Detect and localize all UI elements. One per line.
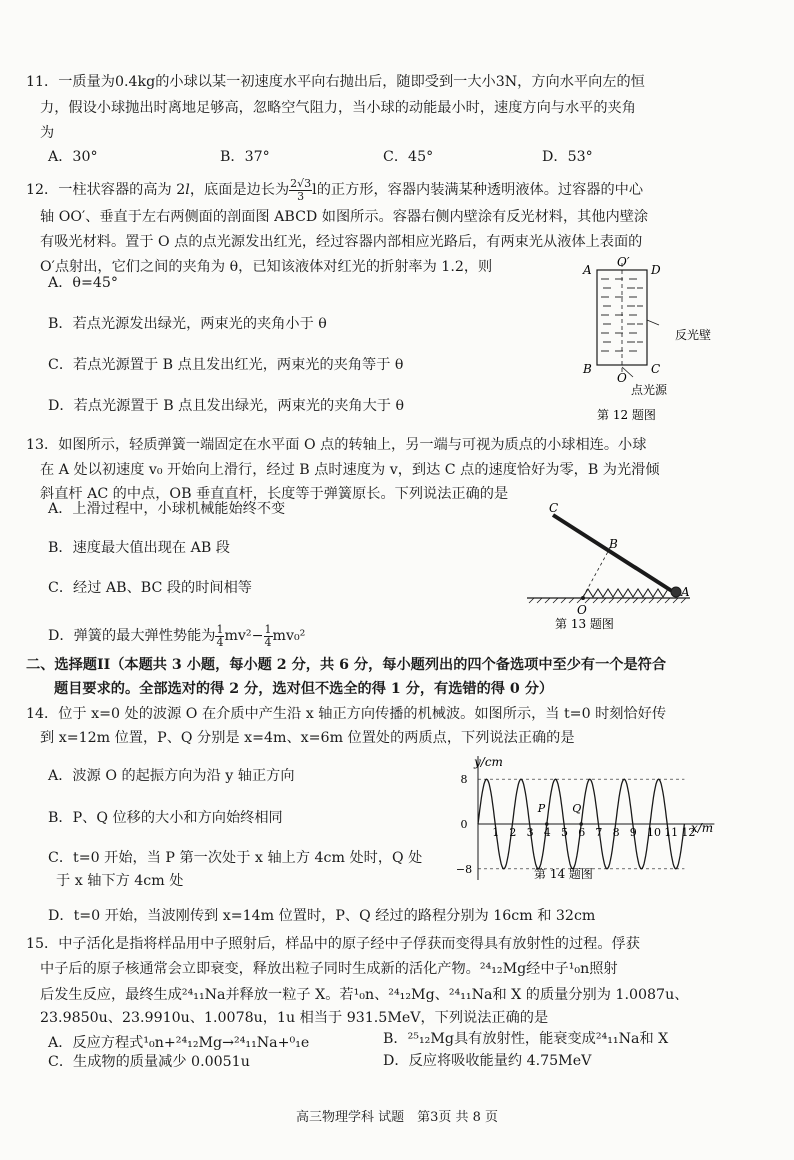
q12-option-d: D．若点光源置于 B 点且发出绿光，两束光的夹角大于 θ — [48, 398, 404, 414]
q13-line3: 斜直杆 AC 的中点，OB 垂直直杆，长度等于弹簧原长。下列说法正确的是 — [40, 486, 509, 502]
q13-option-a: A．上滑过程中，小球机械能始终不变 — [48, 501, 286, 517]
q15-option-a: A．反应方程式¹₀n+²⁴₁₂Mg→²⁴₁₁Na+⁰₁e — [48, 1035, 310, 1051]
label-c: C — [651, 362, 661, 376]
x-tick-label: 3 — [526, 826, 534, 839]
q14-option-a: A．波源 O 的起振方向为沿 y 轴正方向 — [48, 768, 295, 784]
pivot-o — [581, 596, 585, 600]
q13-frac-2 — [264, 624, 273, 648]
q12-line1-c: ，底面是边长为 — [189, 182, 290, 199]
page-footer: 高三物理学科 试题 第3页 共 8 页 — [295, 1110, 499, 1125]
q12-option-c: C．若点光源置于 B 点且发出红光，两束光的夹角等于 θ — [48, 357, 404, 373]
q11-option-c: C．45° — [383, 149, 434, 165]
label-a: A — [583, 263, 592, 277]
wave-caption: 第 14 题图 — [534, 867, 593, 881]
q12-line2: 轴 OO′、垂直于左右两侧面的剖面图 ABCD 如图所示。容器右侧内壁涂有反光材料，其他内壁涂 — [40, 209, 649, 225]
x-tick-label: 11 — [664, 826, 679, 839]
q13-option-d — [48, 624, 305, 648]
ball — [671, 587, 681, 597]
q15-line4: 23.9850u、23.9910u、1.0078u，1u 相当于 931.5MeV，下列说法正确的是 — [40, 1010, 549, 1026]
source-label: 点光源 — [631, 383, 668, 397]
q14-wave-chart — [448, 752, 728, 887]
x-tick-label: 2 — [509, 826, 517, 839]
x-tick-label: 10 — [647, 826, 661, 839]
point-p-label: P — [537, 802, 546, 815]
label-a: A — [681, 585, 690, 599]
q14-option-d: D．t=0 开始，当波刚传到 x=14m 位置时，P、Q 经过的路程分别为 16cm 和 32cm — [48, 908, 596, 924]
q13-frac-1-num: 1 — [216, 623, 224, 636]
q12-option-b: B．若点光源发出绿光，两束光的夹角小于 θ — [48, 316, 327, 332]
q13-caption: 第 13 题图 — [555, 617, 614, 631]
q14-option-b: B．P、Q 位移的大小和方向始终相同 — [48, 810, 283, 826]
q13-option-d-mid2: mv₀² — [272, 628, 306, 645]
wave-ylabel: y/cm — [474, 755, 503, 769]
q12-frac-den: 3 — [297, 189, 305, 203]
section2-line1: 二、选择题II（本题共 3 小题，每小题 2 分，共 6 分，每小题列出的四个备选项中至少有一个是符合 — [26, 657, 667, 673]
q13-figure — [525, 500, 695, 635]
x-tick-label: 9 — [629, 826, 637, 839]
q13-frac-2-den: 4 — [264, 635, 272, 649]
label-oprime: O′ — [617, 255, 630, 269]
x-tick-label: 7 — [595, 826, 603, 839]
q12-caption: 第 12 题图 — [597, 408, 656, 422]
q13-line1: 13．如图所示，轻质弹簧一端固定在水平面 O 点的转轴上，另一端与可视为质点的小球相连。小球 — [26, 437, 647, 453]
q11-option-b: B．37° — [220, 149, 270, 165]
q15-option-b: B．²⁵₁₂Mg具有放射性，能衰变成²⁴₁₁Na和 X — [383, 1031, 669, 1047]
q12-line3: 有吸光材料。置于 O 点的点光源发出红光，经过容器内部相应光路后，有两束光从液体上表面的 — [40, 234, 643, 250]
q12-line1-d: l的正方形，容器内装满某种透明液体。过容器的中心 — [312, 182, 644, 199]
q12-line1 — [26, 178, 643, 202]
q12-figure — [575, 255, 755, 425]
q12-option-a: A．θ=45° — [48, 275, 119, 291]
wall-label: 反光壁 — [675, 328, 712, 342]
q13-frac-1-den: 4 — [216, 635, 224, 649]
label-b: B — [583, 362, 592, 376]
label-c: C — [549, 501, 559, 515]
wall-pointer — [647, 320, 659, 325]
q13-frac-2-num: 1 — [264, 623, 272, 636]
y-tick-label: −8 — [455, 862, 473, 876]
label-d: D — [651, 263, 661, 277]
q14-line2: 到 x=12m 位置，P、Q 分别是 x=4m、x=6m 位置处的两质点，下列说法正确的是 — [40, 730, 575, 746]
q12-line4: O′点射出，它们之间的夹角为 θ，已知该液体对红光的折射率为 1.2，则 — [40, 259, 493, 275]
q15-line3: 后发生反应，最终生成²⁴₁₁Na并释放一粒子 X。若¹₀n、²⁴₁₂Mg、²⁴₁₁Na和 X 的质量分别为 1.0087u、 — [40, 987, 689, 1003]
q13-option-b: B．速度最大值出现在 AB 段 — [48, 540, 230, 556]
wave-xlabel: x/m — [691, 821, 714, 835]
q15-option-d: D．反应将吸收能量约 4.75MeV — [383, 1053, 592, 1069]
point-p — [545, 822, 549, 826]
point-q-label: Q — [572, 802, 582, 815]
x-tick-label: 8 — [612, 826, 620, 839]
ob-dashed-line — [583, 548, 610, 597]
incline-rod — [553, 515, 675, 593]
x-tick-label: 12 — [681, 826, 696, 839]
section2-line2: 题目要求的。全部选对的得 2 分，选对但不选全的得 1 分，有选错的得 0 分） — [54, 681, 554, 697]
q12-fraction — [289, 178, 312, 202]
label-o: O — [577, 603, 587, 617]
q13-option-d-prefix: D．弹簧的最大弹性势能为 — [48, 628, 216, 645]
q14-option-c-cont: 于 x 轴下方 4cm 处 — [56, 873, 184, 889]
y-tick-label: 0 — [460, 818, 468, 831]
label-o: O — [617, 371, 627, 385]
q15-line1: 15．中子活化是指将样品用中子照射后，样品中的原子经中子俘获而变得具有放射性的过程。俘获 — [26, 936, 640, 952]
q11-line1: 11．一质量为0.4kg的小球以某一初速度水平向右抛出后，随即受到一大小3N，方向水平向左的恒 — [26, 74, 645, 90]
point-q — [579, 822, 583, 826]
label-b: B — [609, 537, 618, 551]
q13-option-d-mid1: mv²− — [224, 628, 264, 645]
q11-option-d: D．53° — [542, 149, 593, 165]
q13-option-c: C．经过 AB、BC 段的时间相等 — [48, 580, 252, 596]
ground-hatch — [529, 598, 686, 603]
q14-option-c: C．t=0 开始，当 P 第一次处于 x 轴上方 4cm 处时，Q 处 — [48, 850, 423, 866]
q12-line1-l: l — [185, 182, 190, 199]
q15-line2: 中子后的原子核通常会立即衰变，释放出粒子同时生成新的活化产物。²⁴₁₂Mg经中子¹₀n照射 — [40, 961, 618, 977]
x-tick-label: 5 — [561, 826, 568, 839]
q13-line2: 在 A 处以初速度 v₀ 开始向上滑行，经过 B 点时速度为 v，到达 C 点的速度恰好为零，B 为光滑倾 — [40, 462, 660, 478]
q11-option-a: A．30° — [48, 149, 98, 165]
x-tick-label: 1 — [492, 826, 500, 839]
y-tick-label: 8 — [460, 773, 468, 787]
spring — [583, 589, 674, 597]
q11-line3: 为 — [40, 125, 55, 141]
q14-line1: 14．位于 x=0 处的波源 O 在介质中产生沿 x 轴正方向传播的机械波。如图所示，当 t=0 时刻恰好传 — [26, 706, 667, 722]
x-tick-label: 4 — [543, 826, 551, 839]
x-tick-label: 6 — [578, 826, 586, 839]
q11-line2: 力，假设小球抛出时离地足够高，忽略空气阻力，当小球的动能最小时，速度方向与水平的夹角 — [40, 100, 636, 116]
q15-option-c: C．生成物的质量减少 0.0051u — [48, 1054, 250, 1070]
q12-line1-a: 12．一柱状容器的高为 2 — [26, 182, 186, 199]
q12-frac-num: 2√3 — [290, 177, 312, 190]
